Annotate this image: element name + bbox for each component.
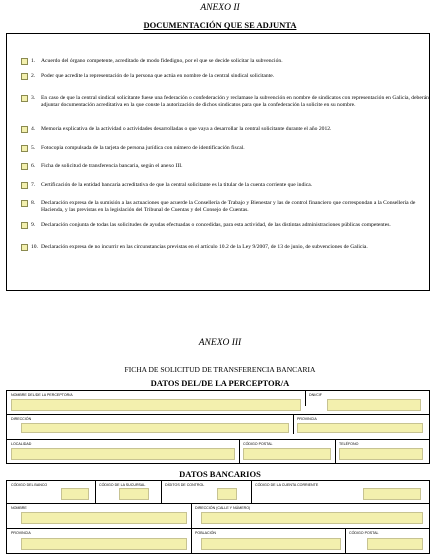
ficha-heading: FICHA DE SOLICITUD DE TRANSFERENCIA BANCARIA bbox=[124, 365, 316, 374]
perceptor-heading: DATOS DEL/DE LA PERCEPTOR/A bbox=[150, 378, 290, 388]
provincia-banco-label: PROVINCIA bbox=[11, 531, 31, 535]
divider bbox=[7, 414, 429, 415]
codigo-postal-field[interactable] bbox=[243, 448, 331, 460]
divider bbox=[305, 391, 306, 406]
checkbox[interactable] bbox=[21, 222, 28, 229]
digitos-control-field[interactable] bbox=[217, 488, 237, 500]
checkbox[interactable] bbox=[21, 244, 28, 251]
nombre-banco-field[interactable] bbox=[21, 512, 187, 524]
divider bbox=[239, 440, 240, 463]
telefono-field[interactable] bbox=[339, 448, 423, 460]
provincia-field[interactable] bbox=[297, 423, 423, 433]
perceptor-box-row3 bbox=[6, 440, 430, 464]
poblacion-label: POBLACIÓN bbox=[195, 531, 216, 535]
localidad-field[interactable] bbox=[11, 448, 235, 460]
divider bbox=[7, 503, 429, 504]
checkbox[interactable] bbox=[21, 145, 28, 152]
datos-bancarios-heading: DATOS BANCARIOS bbox=[179, 469, 261, 479]
digitos-control-label: DÍGITOS DE CONTROL bbox=[165, 483, 205, 487]
provincia-banco-field[interactable] bbox=[21, 538, 187, 550]
dni-cif-label: DNI/CIF bbox=[309, 393, 322, 397]
nombre-perceptor-field[interactable] bbox=[11, 399, 301, 411]
checkbox[interactable] bbox=[21, 200, 28, 207]
direccion-banco-field[interactable] bbox=[201, 512, 423, 524]
codigo-banco-field[interactable] bbox=[61, 488, 89, 500]
bank-box bbox=[6, 480, 430, 554]
anexo-ii-title: ANEXO II bbox=[200, 3, 240, 13]
divider bbox=[345, 528, 346, 554]
codigo-sucursal-label: CÓDIGO DE LA SUCURSAL bbox=[99, 483, 146, 487]
codigo-cuenta-label: CÓDIGO DE LA CUENTA CORRIENTE bbox=[255, 483, 319, 487]
perceptor-box bbox=[6, 390, 430, 440]
codigo-postal-label: CÓDIGO POSTAL bbox=[243, 442, 273, 446]
telefono-label: TELÉFONO bbox=[339, 442, 359, 446]
divider bbox=[335, 440, 336, 463]
localidad-label: LOCALIDAD bbox=[11, 442, 32, 446]
direccion-label: DIRECCIÓN bbox=[11, 417, 32, 421]
nombre-perceptor-label: NOMBRE DEL/DE LA PERCEPTOR/A bbox=[11, 393, 73, 397]
documentation-checklist: 1. Acuerdo del órgano competente, acreditado de modo fidedigno, por el que se decide solicitar la subvención. 2. Poder que acredite la representación de la persona que actúa en nombre de la central sindical solicitante. 3. En caso de que la central sindical solicitante fuese una federación o confederación y reclamase la subvención en nombre de sindicatos con representación en Galicia, deberán adjuntar documentación acreditativa en la que conste la autorización de dichos sindicatos para que la confederación la solicite en su nombre. 4. Memoria explicativa de la actividad o actividades desarrolladas o que vaya a desarrollar la central solicitante durante el año 2012. 5. Fotocopia compulsada de la tarjeta de persona jurídica con número de identificación fiscal. 6. Ficha de solicitud de transferencia bancaria, según el anexo III. 7. Certificación de la entidad bancaria acreditativa de que la central solicitante es la titular de la cuenta corriente que indica. 8. Declaración expresa de la sumisión a las actuaciones que acuerde la Consellería de Trabajo y Bienestar y las de control financiero que correspondan a la Consellería de Hacienda, y las previstas en la legislación del Tribunal de Cuentas y del Consejo de Cuentas. 9. Declaración conjunta de todas las solicitudes de ayudas efectuadas o concedidas, para esta actividad, de las distintas administraciones públicas competentes. 10. Declaración expresa de no incurrir en las circunstancias previstas en el artículo 10.2 de la Ley 9/2007, de 13 de junio, de subvenciones de Galicia. bbox=[6, 33, 430, 291]
direccion-field[interactable] bbox=[21, 423, 289, 433]
checkbox[interactable] bbox=[21, 182, 28, 189]
divider bbox=[293, 414, 294, 434]
checkbox[interactable] bbox=[21, 163, 28, 170]
codigo-banco-label: CÓDIGO DEL BANCO bbox=[11, 483, 48, 487]
codigo-postal-banco-label: CÓDIGO POSTAL bbox=[349, 531, 379, 535]
divider bbox=[191, 528, 192, 554]
provincia-label: PROVINCIA bbox=[297, 417, 317, 421]
divider bbox=[191, 503, 192, 528]
checkbox[interactable] bbox=[21, 95, 28, 102]
documentacion-heading: DOCUMENTACIÓN QUE SE ADJUNTA bbox=[143, 20, 297, 30]
anexo-iii-title: ANEXO III bbox=[198, 338, 242, 348]
direccion-banco-label: DIRECCIÓN (CALLE Y NÚMERO) bbox=[195, 506, 251, 510]
poblacion-field[interactable] bbox=[201, 538, 341, 550]
codigo-sucursal-field[interactable] bbox=[119, 488, 149, 500]
codigo-postal-banco-field[interactable] bbox=[367, 538, 423, 550]
nombre-banco-label: NOMBRE bbox=[11, 506, 27, 510]
checkbox[interactable] bbox=[21, 73, 28, 80]
checkbox[interactable] bbox=[21, 126, 28, 133]
divider bbox=[7, 528, 429, 529]
checkbox[interactable] bbox=[21, 58, 28, 65]
dni-cif-field[interactable] bbox=[327, 399, 421, 411]
divider bbox=[95, 481, 96, 503]
codigo-cuenta-field[interactable] bbox=[363, 488, 421, 500]
divider bbox=[251, 481, 252, 503]
divider bbox=[161, 481, 162, 503]
